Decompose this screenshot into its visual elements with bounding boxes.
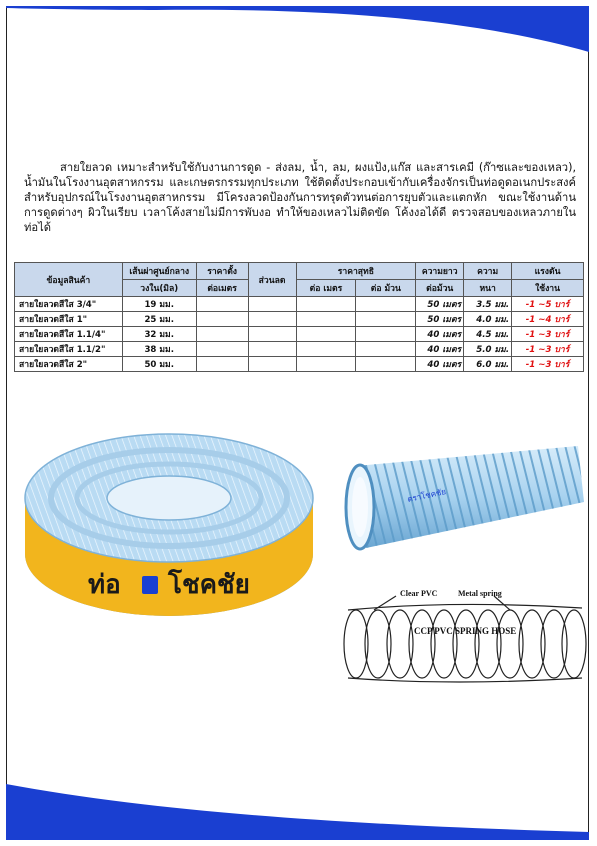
bottom-wave-band xyxy=(6,784,589,840)
hose-coil-image xyxy=(22,428,316,620)
cell-product-name: สายใยลวดสีใส 1.1/2" xyxy=(15,342,123,357)
table-row xyxy=(15,327,584,342)
table-row xyxy=(15,297,584,312)
coil-label-text: ท่อ xyxy=(88,570,121,600)
cell-diameter: 25 มม. xyxy=(122,312,196,327)
header-net-price: ราคาสุทธิ xyxy=(296,263,416,280)
top-wave-band xyxy=(6,6,589,52)
header-diameter-l2: วงใน(มิล) xyxy=(122,280,196,297)
header-net-per-roll: ต่อ ม้วน xyxy=(356,280,416,297)
spec-table xyxy=(14,262,584,372)
cell-diameter: 38 มม. xyxy=(122,342,196,357)
cell-thickness: 5.0 มม. xyxy=(464,342,512,357)
cell-list-price xyxy=(196,327,248,342)
cell-length: 40 เมตร xyxy=(416,357,464,372)
coil-brand-text: โชคชัย xyxy=(168,570,250,600)
header-pressure-l1: แรงดัน xyxy=(512,263,584,280)
header-product: ข้อมูลสินค้า xyxy=(15,263,123,297)
header-list-price-l2: ต่อเมตร xyxy=(196,280,248,297)
cell-list-price xyxy=(196,342,248,357)
cell-discount xyxy=(248,342,296,357)
product-description xyxy=(24,160,576,235)
cell-product-name: สายใยลวดสีใส 1.1/4" xyxy=(15,327,123,342)
cell-per-roll xyxy=(356,327,416,342)
cell-product-name: สายใยลวดสีใส 1" xyxy=(15,312,123,327)
hose-closeup-image xyxy=(338,444,584,572)
cell-discount xyxy=(248,297,296,312)
cell-diameter: 32 มม. xyxy=(122,327,196,342)
header-list-price-l1: ราคาตั้ง xyxy=(196,263,248,280)
table-row xyxy=(15,357,584,372)
cell-product-name: สายใยลวดสีใส 3/4" xyxy=(15,297,123,312)
cell-pressure: -1 ~4 บาร์ xyxy=(512,312,584,327)
cell-per-roll xyxy=(356,342,416,357)
header-length-l2: ต่อม้วน xyxy=(416,280,464,297)
page-frame xyxy=(6,6,589,840)
spring-hose-diagram xyxy=(334,582,588,688)
cell-per-meter xyxy=(296,327,356,342)
cell-thickness: 4.0 มม. xyxy=(464,312,512,327)
header-length-l1: ความยาว xyxy=(416,263,464,280)
clear-pvc-label: Clear PVC xyxy=(400,589,438,598)
cell-discount xyxy=(248,327,296,342)
cell-diameter: 19 มม. xyxy=(122,297,196,312)
header-diameter-l1: เส้นผ่าศูนย์กลาง xyxy=(122,263,196,280)
header-thickness-l1: ความ xyxy=(464,263,512,280)
hose-print-text: ตราโชคชัย xyxy=(406,487,447,504)
cell-pressure: -1 ~3 บาร์ xyxy=(512,342,584,357)
metal-spring-label: Metal spring xyxy=(458,589,502,598)
diagram-title: CCP PVC SPRING HOSE xyxy=(414,626,517,636)
cell-thickness: 4.5 มม. xyxy=(464,327,512,342)
cell-discount xyxy=(248,312,296,327)
cell-per-meter xyxy=(296,342,356,357)
header-discount: ส่วนลด xyxy=(248,263,296,297)
cell-length: 40 เมตร xyxy=(416,327,464,342)
cell-per-roll xyxy=(356,357,416,372)
cell-per-meter xyxy=(296,297,356,312)
cell-pressure: -1 ~3 บาร์ xyxy=(512,357,584,372)
cell-list-price xyxy=(196,312,248,327)
table-row xyxy=(15,342,584,357)
cell-diameter: 50 มม. xyxy=(122,357,196,372)
cell-length: 50 เมตร xyxy=(416,297,464,312)
cell-thickness: 3.5 มม. xyxy=(464,297,512,312)
cell-product-name: สายใยลวดสีใส 2" xyxy=(15,357,123,372)
cell-length: 40 เมตร xyxy=(416,342,464,357)
cell-pressure: -1 ~5 บาร์ xyxy=(512,297,584,312)
table-row xyxy=(15,312,584,327)
description-text: สายใยลวด เหมาะสำหรับใช้กับงานการดูด - ส่งลม, น้ำ, ลม, ผงแป้ง,แก๊ส และสารเคมี (ก๊าซและของเหลว), น้ำมันในโรงงานอุตสาหกรรม และเกษตรกรรมทุกประเภท ใช้ติดตั้งประกอบเข้ากับเครื่องจักรเป็นท่อดูดอเนกประสงค์สำหรับอุปกรณ์ในโรงงานอุตสาหกรรม มีโครงลวดป้องกันการทรุดตัวทนต่อการยุบตัวและแตกหัก ขณะใช้งานด้านการดูดต่างๆ ผิวในเรียบ เวลาโค้งสายไม่มีการพับงอ ทำให้ของเหลวไม่ติดขัด โค้งงอได้ดี ตรวจสอบของเหลวภายในท่อได้ xyxy=(24,161,576,234)
cell-per-roll xyxy=(356,297,416,312)
cell-list-price xyxy=(196,297,248,312)
cell-per-roll xyxy=(356,312,416,327)
header-net-per-meter: ต่อ เมตร xyxy=(296,280,356,297)
cell-list-price xyxy=(196,357,248,372)
cell-length: 50 เมตร xyxy=(416,312,464,327)
cell-per-meter xyxy=(296,312,356,327)
cell-discount xyxy=(248,357,296,372)
header-thickness-l2: หนา xyxy=(464,280,512,297)
cell-thickness: 6.0 มม. xyxy=(464,357,512,372)
cell-pressure: -1 ~3 บาร์ xyxy=(512,327,584,342)
cell-per-meter xyxy=(296,357,356,372)
header-pressure-l2: ใช้งาน xyxy=(512,280,584,297)
